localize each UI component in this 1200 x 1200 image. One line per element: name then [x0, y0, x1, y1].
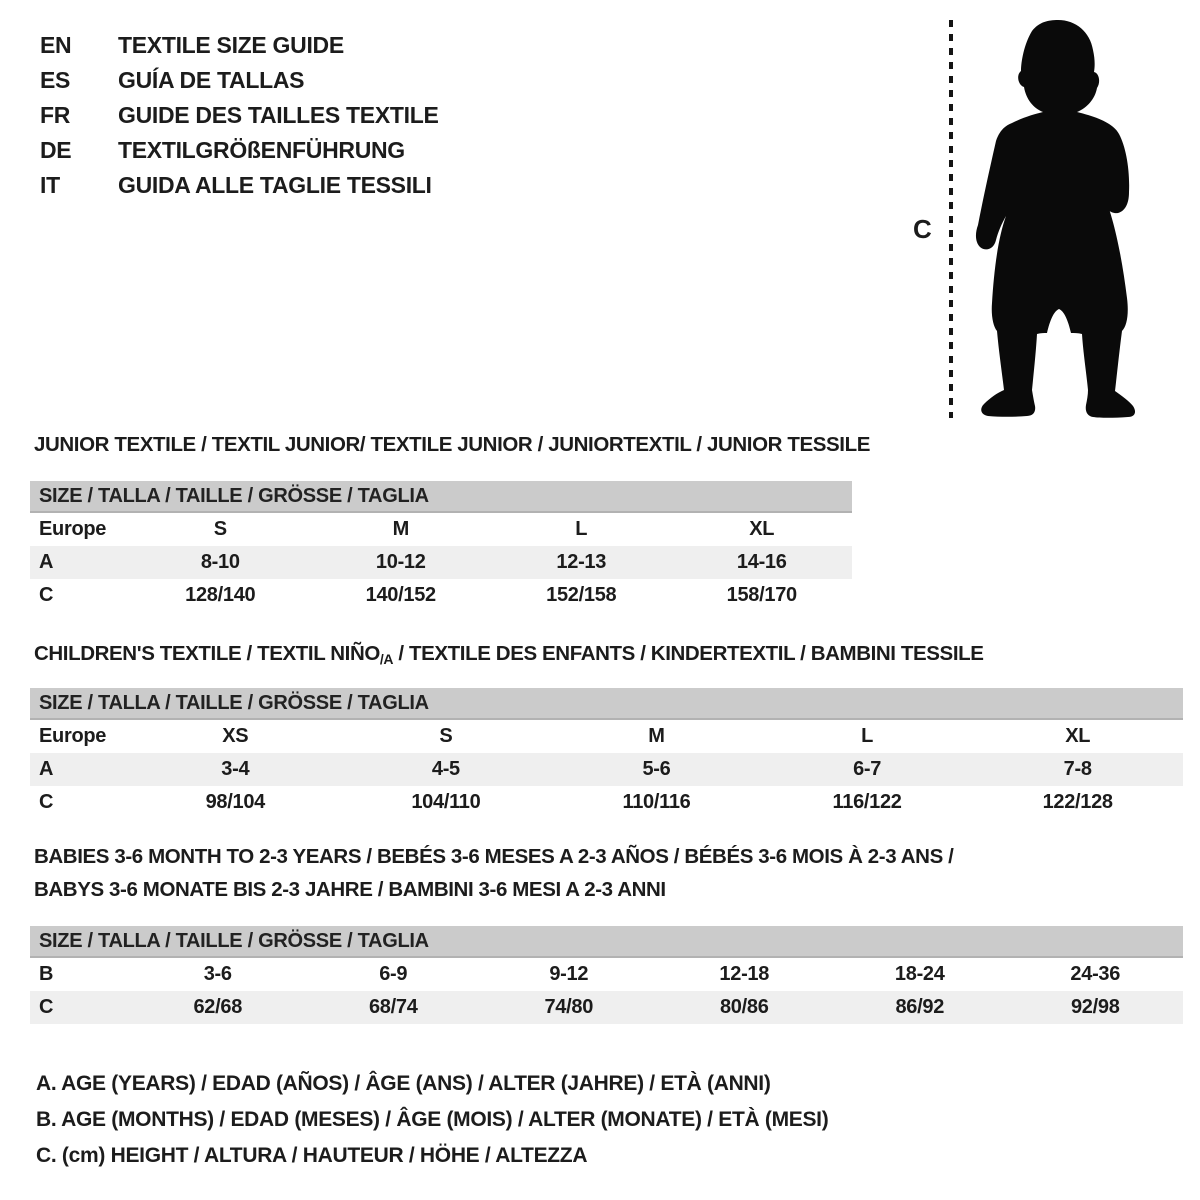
table-cell: 5-6	[642, 758, 671, 780]
table-cell: 68/74	[368, 996, 418, 1018]
table-cell: 6-7	[853, 758, 882, 780]
table-cell: 3-6	[203, 963, 232, 985]
babies-size-table	[30, 926, 1183, 1024]
children-title-text: CHILDREN'S TEXTILE / TEXTIL NIÑO	[34, 642, 380, 665]
table-cell: 158/170	[726, 584, 797, 606]
language-title-block	[40, 28, 439, 203]
measurement-legend	[36, 1066, 828, 1174]
language-code: IT	[40, 172, 60, 198]
table-cell: 122/128	[1042, 791, 1113, 813]
table-cell: 92/98	[1070, 996, 1120, 1018]
guide-title-es: GUÍA DE TALLAS	[118, 67, 305, 93]
table-cell: XL	[1065, 725, 1091, 747]
children-size-table	[30, 688, 1183, 819]
table-cell: 12-18	[719, 963, 770, 985]
table-cell: M	[392, 518, 409, 540]
table-cell: L	[861, 725, 874, 747]
table-cell: 80/86	[719, 996, 769, 1018]
guide-title-it: GUIDA ALLE TAGLIE TESSILI	[118, 172, 432, 198]
language-row-es	[40, 63, 439, 98]
table-row	[30, 579, 852, 612]
table-cell: 152/158	[546, 584, 617, 606]
babies-size-header: SIZE / TALLA / TAILLE / GRÖSSE / TAGLIA	[30, 926, 1183, 958]
language-code: DE	[40, 137, 72, 163]
children-section-title	[34, 642, 984, 666]
junior-size-table	[30, 481, 852, 612]
row-label: B	[39, 963, 54, 985]
guide-title-fr: GUIDE DES TAILLES TEXTILE	[118, 102, 439, 128]
guide-title-de: TEXTILGRÖßENFÜHRUNG	[118, 137, 405, 163]
row-label: C	[39, 791, 54, 813]
table-row	[30, 991, 1183, 1024]
language-code: EN	[40, 32, 72, 58]
table-row	[30, 513, 852, 546]
language-row-it	[40, 168, 439, 203]
language-row-de	[40, 133, 439, 168]
table-cell: 110/116	[622, 791, 691, 813]
language-row-en	[40, 28, 439, 63]
table-cell: 104/110	[411, 791, 481, 813]
table-cell: 12-13	[556, 551, 607, 573]
guide-title-en: TEXTILE SIZE GUIDE	[118, 32, 344, 58]
table-cell: 9-12	[549, 963, 589, 985]
row-label: Europe	[39, 518, 107, 540]
height-measure-label: C	[913, 214, 932, 244]
table-cell: 128/140	[185, 584, 256, 606]
table-row	[30, 786, 1183, 819]
row-label: C	[39, 996, 54, 1018]
row-label: Europe	[39, 725, 107, 747]
table-cell: 18-24	[894, 963, 945, 985]
language-row-fr	[40, 98, 439, 133]
legend-line-c: C. (cm) HEIGHT / ALTURA / HAUTEUR / HÖHE / ALTEZZA	[36, 1144, 588, 1167]
table-cell: 8-10	[200, 551, 240, 573]
table-cell: 4-5	[431, 758, 460, 780]
language-code: FR	[40, 102, 71, 128]
table-cell: 14-16	[736, 551, 787, 573]
language-code: ES	[40, 67, 71, 93]
legend-line-a: A. AGE (YEARS) / EDAD (AÑOS) / ÂGE (ANS) / ALTER (JAHRE) / ETÀ (ANNI)	[36, 1072, 771, 1095]
children-title-subscript: /A	[379, 651, 394, 667]
table-cell: 62/68	[193, 996, 243, 1018]
table-row	[30, 958, 1183, 991]
table-cell: 98/104	[205, 791, 265, 813]
row-label: A	[39, 551, 54, 573]
table-cell: 6-9	[379, 963, 408, 985]
legend-line-b: B. AGE (MONTHS) / EDAD (MESES) / ÂGE (MOIS) / ALTER (MONATE) / ETÀ (MESI)	[36, 1108, 829, 1131]
children-title-text: / TEXTILE DES ENFANTS / KINDERTEXTIL / BAMBINI TESSILE	[393, 642, 984, 665]
table-cell: 116/122	[832, 791, 902, 813]
table-cell: L	[575, 518, 588, 540]
table-cell: XS	[222, 725, 249, 747]
table-row	[30, 720, 1183, 753]
table-cell: 3-4	[221, 758, 250, 780]
table-cell: 86/92	[895, 996, 945, 1018]
table-cell: 74/80	[544, 996, 594, 1018]
table-cell: 140/152	[365, 584, 436, 606]
table-cell: S	[213, 518, 227, 540]
table-cell: 7-8	[1063, 758, 1092, 780]
children-size-header: SIZE / TALLA / TAILLE / GRÖSSE / TAGLIA	[30, 688, 1183, 720]
babies-section-title-line1: BABIES 3-6 MONTH TO 2-3 YEARS / BEBÉS 3-6 MESES A 2-3 AÑOS / BÉBÉS 3-6 MOIS À 2-3 ANS /	[34, 845, 954, 868]
height-measure-line	[949, 20, 953, 418]
table-cell: 24-36	[1070, 963, 1121, 985]
table-cell: S	[439, 725, 453, 747]
table-row	[30, 546, 852, 579]
junior-section-title: JUNIOR TEXTILE / TEXTIL JUNIOR/ TEXTILE JUNIOR / JUNIORTEXTIL / JUNIOR TESSILE	[34, 433, 870, 456]
table-cell: XL	[749, 518, 775, 540]
babies-section-title-line2: BABYS 3-6 MONATE BIS 2-3 JAHRE / BAMBINI 3-6 MESI A 2-3 ANNI	[34, 878, 666, 901]
table-cell: 10-12	[375, 551, 426, 573]
row-label: C	[39, 584, 54, 606]
table-row	[30, 753, 1183, 786]
table-cell: M	[648, 725, 665, 747]
toddler-silhouette-icon	[965, 18, 1137, 418]
junior-size-header: SIZE / TALLA / TAILLE / GRÖSSE / TAGLIA	[30, 481, 852, 513]
row-label: A	[39, 758, 54, 780]
